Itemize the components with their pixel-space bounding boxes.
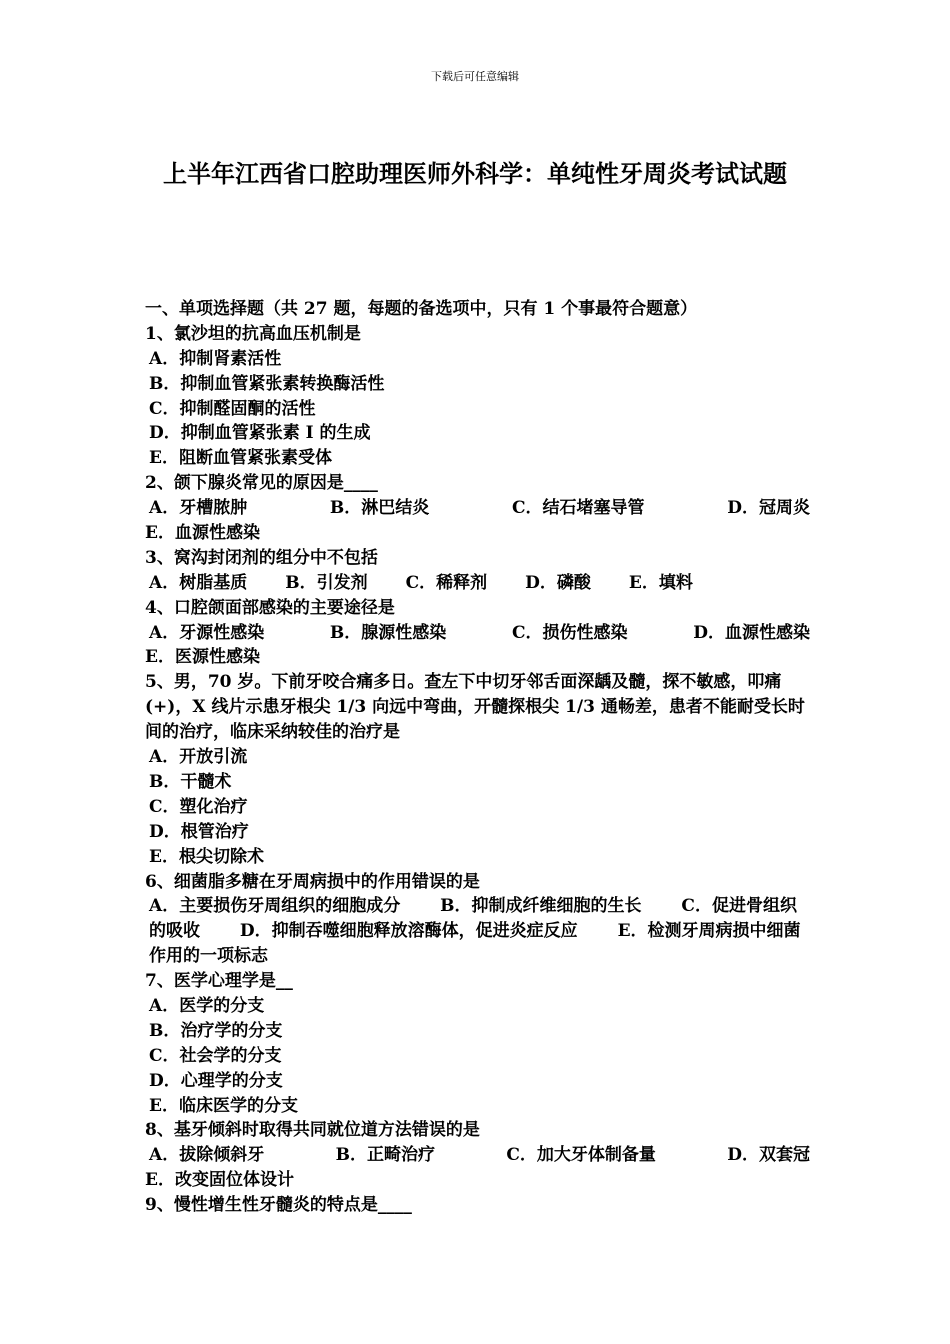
option: C．抑制醛固酮的活性 [149,398,316,419]
option: B．腺源性感染 [329,622,447,643]
question-stem: 3、窝沟封闭剂的组分中不包括 [145,547,378,568]
option: D．根管治疗 [149,821,249,842]
question-stem: 4、口腔颌面部感染的主要途径是 [145,597,395,618]
question-stem: 7、医学心理学是__ [145,971,293,992]
option: A．牙槽脓肿 [149,498,248,519]
option: B．淋巴结炎 [329,498,430,519]
option: C．促进骨组织的吸收 [149,896,797,942]
option: D．双套冠 [727,1145,810,1166]
option-row [145,496,810,521]
option: D．抑制血管紧张素 I 的生成 [149,423,371,444]
option: C．社会学的分支 [149,1045,282,1066]
option: A．医学的分支 [149,996,265,1017]
question-stem: 8、基牙倾斜时取得共同就位道方法错误的是 [145,1120,480,1141]
option: D．抑制吞噬细胞释放溶酶体，促进炎症反应 [239,921,578,942]
option: C．损伤性感染 [511,622,628,643]
option: C．结石堵塞导管 [511,498,645,519]
option-row [145,1143,810,1168]
option: A．树脂基质 [149,572,248,593]
option: D．血源性感染 [693,622,810,643]
option-paragraph [145,894,810,969]
option: E．填料 [628,572,693,593]
header-note: 下载后可任意编辑 [431,70,519,83]
option: E．临床医学的分支 [149,1095,298,1116]
option: E．检测牙周病损中细菌作用的一项标志 [149,921,801,967]
question-stem: 6、细菌脂多糖在牙周病损中的作用错误的是 [145,871,480,892]
option: E．血源性感染 [145,523,260,544]
option-row [145,571,810,596]
option: D．磷酸 [525,572,591,593]
option: B．抑制成纤维细胞的生长 [440,896,642,917]
option: E．阻断血管紧张素受体 [149,448,332,469]
option: A．拔除倾斜牙 [149,1145,265,1166]
option: A．开放引流 [149,747,248,768]
option: B．抑制血管紧张素转换酶活性 [149,373,385,394]
section-heading: 一、单项选择题（共 27 题，每题的备选项中，只有 1 个事最符合题意） [145,299,698,319]
option: B．干髓术 [149,771,232,792]
option: E．改变固位体设计 [145,1170,294,1191]
option: A．牙源性感染 [149,622,265,643]
option-row [145,621,810,646]
option: C．加大牙体制备量 [506,1145,656,1166]
option: B．正畸治疗 [335,1145,435,1166]
option: C．塑化治疗 [149,796,248,817]
document-title: 上半年江西省口腔助理医师外科学：单纯性牙周炎考试试题 [163,159,787,188]
option: B．治疗学的分支 [149,1020,283,1041]
option: A．抑制肾素活性 [149,348,282,369]
question-list [145,297,810,1218]
option: D．冠周炎 [727,498,810,519]
option: D．心理学的分支 [149,1070,283,1091]
question-stem: 2、颌下腺炎常见的原因是____ [145,473,378,494]
option: E．根尖切除术 [149,846,264,867]
option: B．引发剂 [285,572,368,593]
option: C．稀释剂 [405,572,488,593]
option: E．医源性感染 [145,647,260,668]
question-stem: 1、氯沙坦的抗高血压机制是 [145,323,361,344]
question-stem: 5、男，70 岁。下前牙咬合痛多日。查左下中切牙邻舌面深龋及髓，探不敏感，叩痛(+)，X 线片示患牙根尖 1/3 向远中弯曲，开髓探根尖 1/3 通畅差，患者不能耐受长时间的治疗，临床采纳较佳的治疗是 [145,672,805,743]
question-stem: 9、慢性增生性牙髓炎的特点是____ [145,1195,412,1216]
option: A．主要损伤牙周组织的细胞成分 [149,896,401,917]
